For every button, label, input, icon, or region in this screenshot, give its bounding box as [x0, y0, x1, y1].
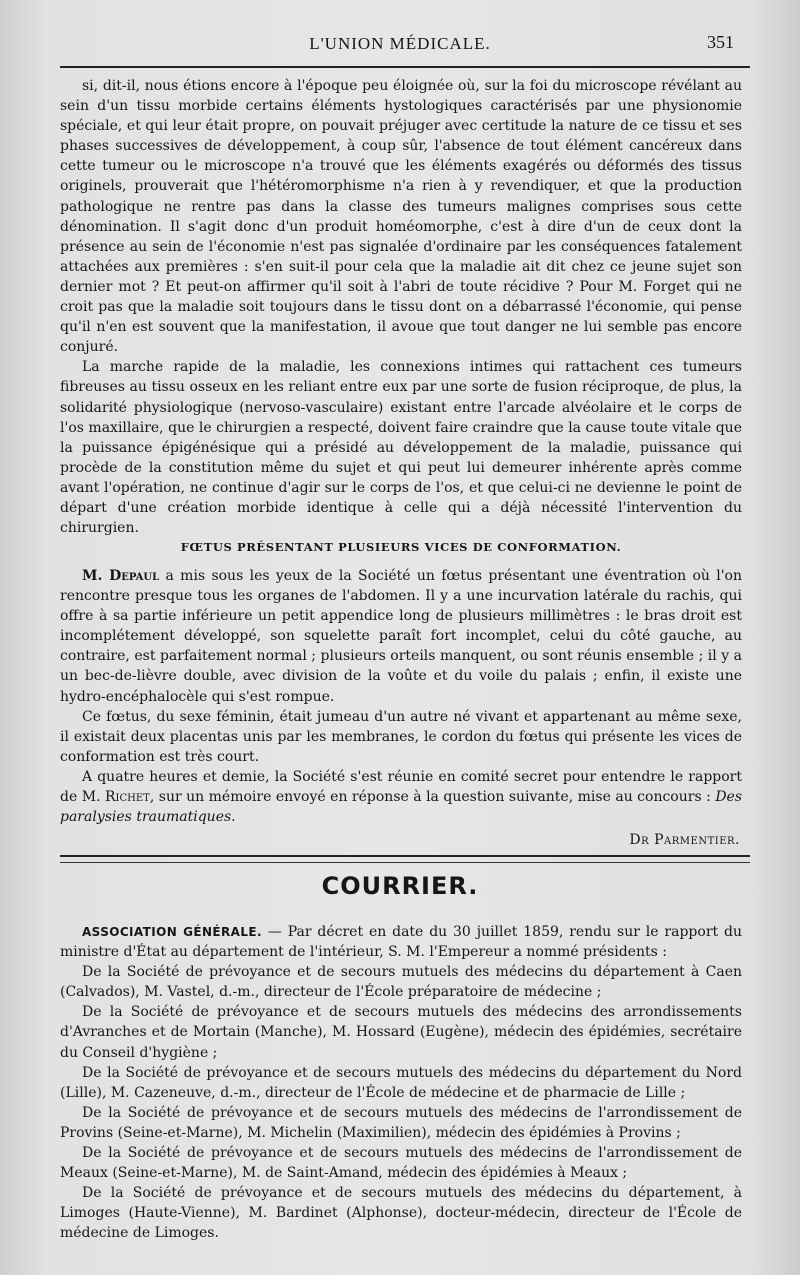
page-number: 351	[707, 32, 734, 52]
body-paragraph	[60, 767, 742, 827]
appointment-entry: De la Société de prévoyance et de secours mutuels des médecins de l'arrondissement de Meaux (Seine-et-Marne), M. de Saint-Amand, médecin des épidémies à Meaux ;	[60, 1145, 742, 1182]
speaker-name: M. Depaul	[82, 568, 160, 584]
forget-discussion	[60, 76, 742, 538]
appointment-entry: De la Société de prévoyance et de secours mutuels des médecins du département à Caen (Calvados), M. Vastel, d.-m., directeur de l'École préparatoire de médecine ;	[60, 964, 742, 1001]
rapporteur-name: M. Richet	[81, 789, 150, 806]
lead-label: ASSOCIATION GÉNÉRALE.	[82, 925, 262, 939]
body-paragraph	[60, 922, 742, 962]
body-paragraph: Ce fœtus, du sexe féminin, était jumeau d'un autre né vivant et appartenant au même sexe, il existait deux placentas unis par les membranes, le cordon du fœtus qui présente les vices de conformation est très court.	[60, 708, 742, 765]
body-paragraph: La marche rapide de la maladie, les connexions intimes qui rattachent ces tumeurs fibreuses au tissu osseux en les reliant entre eux par une sorte de fusion réciproque, de plus, la solidarité physiologique (nervoso-vasculaire) existant entre l'arcade alvéolaire et le corps de l'os maxillaire, que le chirurgien a respecté, doivent faire craindre que la cause toute vitale que la puissance épigénésique qui a présidé au développement de la maladie, puissance qui procède de la constitution même du sujet et qui peut lui demeurer inhérente après comme avant l'opération, ne continue d'agir sur le corps de l'os, et que celui-ci ne devienne le point de départ d'une création morbide identique à celle qui a déjà nécessité l'intervention du chirurgien.	[60, 359, 742, 537]
author-signature: Dr Parmentier.	[629, 832, 740, 848]
paragraph-text: — Par décret en date du 30 juillet 1859, rendu sur le rapport du ministre d'État au département de l'intérieur, S. M. l'Empereur a nommé présidents :	[60, 924, 742, 961]
courrier-title: COURRIER.	[321, 872, 479, 900]
contest-question: Des paralysies traumatiques.	[60, 789, 743, 826]
paragraph-text: a mis sous les yeux de la Société un fœtus présentant une éventration où l'on rencontre presque tous les organes de l'abdomen. Il y a une incurvation latérale du rachis, qui offre à sa partie inférieure un petit appendice long de plusieurs millimètres : le bras droit est incomplétement développé, son squelette paraît fort incomplet, celui du côté gauche, au contraire, est parfaitement normal ; plusieurs orteils manquent, ou sont réunis ensemble ; il y a un bec-de-lièvre double, avec division de la voûte et du voile du palais ; enfin, il existe une hydro-encéphalocèle qui s'est rompue.	[60, 568, 742, 705]
appointment-entry: De la Société de prévoyance et de secours mutuels des médecins du département du Nord (Lille), M. Cazeneuve, d.-m., directeur de l'École de médecine et de pharmacie de Lille ;	[60, 1064, 742, 1101]
appointment-entry: De la Société de prévoyance et de secours mutuels des médecins de l'arrondissement de Provins (Seine-et-Marne), M. Michelin (Maximilien), médecin des épidémies à Provins ;	[60, 1104, 742, 1141]
section-divider	[60, 855, 750, 863]
header-rule	[60, 66, 750, 68]
paragraph-text: , sur un mémoire envoyé en réponse à la question suivante, mise au concours :	[149, 789, 716, 806]
journal-title: L'UNION MÉDICALE.	[309, 34, 491, 53]
courrier-section	[60, 922, 742, 1244]
body-paragraph: si, dit-il, nous étions encore à l'époque peu éloignée où, sur la foi du microscope révélant au sein d'un tissu morbide certains éléments hystologiques caractérisés par une physionomie spéciale, et qui leur était propre, on pouvait préjuger avec certitude la nature de ce tissu et ses phases successives de développement, à coup sûr, l'absence de tout élément cancéreux dans cette tumeur ou le microscope n'a trouvé que les éléments exagérés ou déformés des tissus originels, prouverait que l'hétéromorphisme n'a rien à y revendiquer, et que la production pathologique ne rentre pas dans la classe des tumeurs malignes comprises sous cette dénomination. Il s'agit donc d'un produit homéomorphe, c'est à dire d'un de ceux dont la présence au sein de l'économie n'est pas signalée d'ordinaire par les conséquences fatalement attachées aux premières : s'en suit-il pour cela que la maladie ait dit chez ce jeune sujet son dernier mot ? Et peut-on affirmer qu'il soit à l'abri de toute récidive ? Pour M. Forget qui ne croit pas que la maladie soit toujours dans le tissu dont on a débarrassé l'économie, qui pense qu'il n'en est souvent que la manifestation, il avoue que tout danger ne lui semble pas encore conjuré.	[60, 78, 742, 356]
paragraph-text: A quatre heures et demie, la Société s'est réunie en comité secret pour entendre le rapport de	[60, 768, 742, 806]
appointment-entry: De la Société de prévoyance et de secours mutuels des médecins des arrondissements d'Avranches et de Mortain (Manche), M. Hossard (Eugène), médecin des épidémies, secrétaire du Conseil d'hygiène ;	[60, 1004, 742, 1061]
running-head	[60, 28, 740, 56]
section-heading: FŒTUS PRÉSENTANT PLUSIEURS VICES DE CONFORMATION.	[180, 540, 622, 554]
body-paragraph	[60, 566, 742, 707]
foetus-report	[60, 566, 742, 827]
appointment-entry: De la Société de prévoyance et de secours mutuels des médecins du département, à Limoges (Haute-Vienne), M. Bardinet (Alphonse), docteur-médecin, directeur de l'École de médecine de Limoges.	[60, 1185, 742, 1242]
